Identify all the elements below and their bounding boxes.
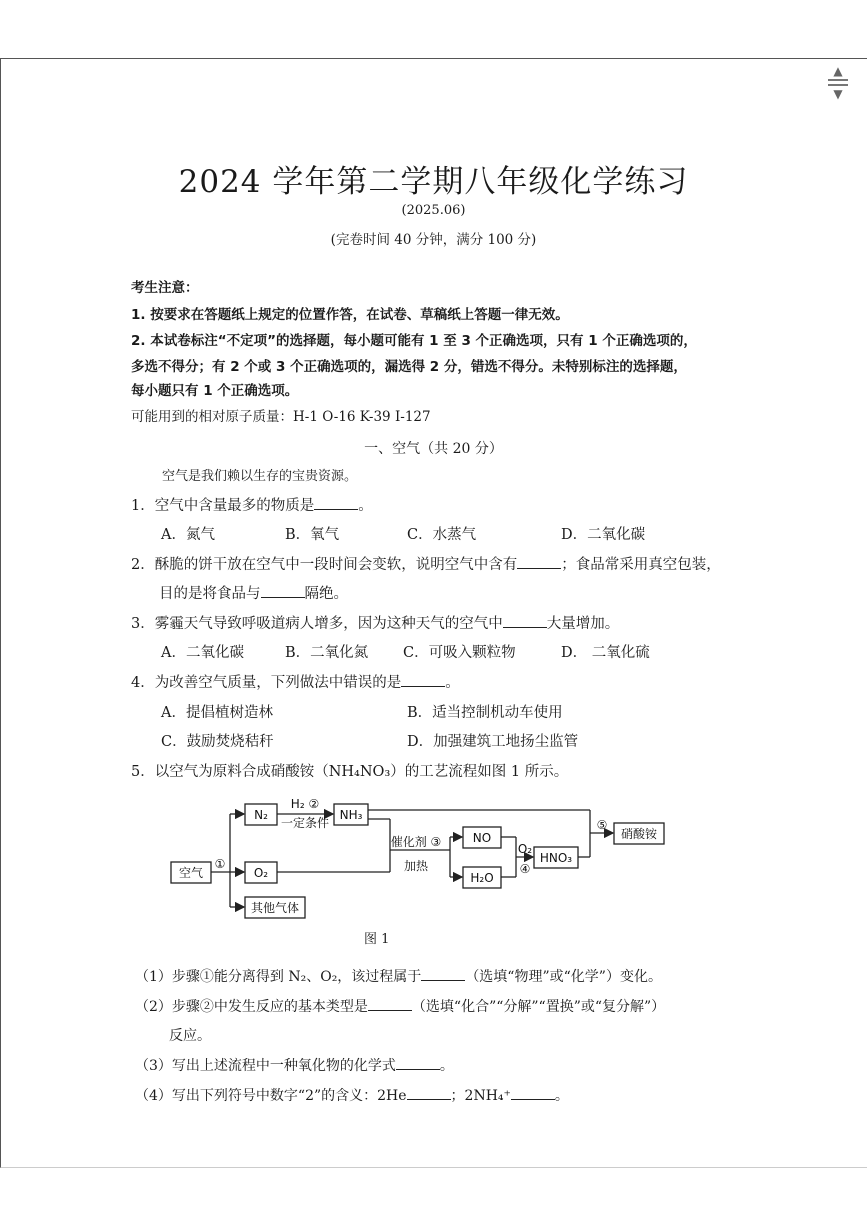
notice-item: 多选不得分；有 2 个或 3 个正确选项的，漏选得 2 分，错选不得分。未特别标注的选择题， — [131, 359, 687, 375]
question-stem-end: 。 — [358, 498, 373, 514]
sub-question-text: ；2NH₄⁺ — [450, 1088, 511, 1104]
triangle-up-icon[interactable]: ▲ — [833, 64, 843, 78]
page-title: 2024 学年第二学期八年级化学练习 — [178, 164, 689, 200]
figure-caption: 图 1 — [364, 932, 390, 947]
answer-blank[interactable] — [517, 554, 561, 569]
sub-question-1 — [135, 966, 662, 986]
answer-blank[interactable] — [314, 495, 358, 510]
answer-blank[interactable] — [368, 996, 412, 1011]
sub-question-3 — [135, 1055, 454, 1075]
sub-question-text: 。 — [554, 1088, 569, 1104]
sub-question-text: （4）写出下列符号中数字“2”的含义：2He — [135, 1088, 407, 1104]
question-stem: 2．酥脆的饼干放在空气中一段时间会变软，说明空气中含有 — [131, 557, 518, 573]
label-step5: ⑤ — [596, 818, 608, 832]
label-heat: 加热 — [403, 859, 429, 873]
sub-question-2-cont: 反应。 — [169, 1028, 211, 1044]
answer-blank[interactable] — [401, 672, 445, 687]
option-d[interactable]: D．加强建筑工地扬尘监管 — [407, 734, 579, 750]
notice-item: 每小题只有 1 个正确选项。 — [131, 383, 299, 399]
sub-question-4 — [135, 1085, 569, 1105]
question-stem: 1．空气中含量最多的物质是 — [131, 498, 315, 514]
sub-question-text: （1）步骤①能分离得到 N₂、O₂，该过程属于 — [135, 969, 422, 985]
question-2 — [131, 553, 721, 574]
scroll-control[interactable] — [827, 66, 849, 108]
option-c[interactable]: C．可吸入颗粒物 — [403, 645, 516, 661]
question-stem-end: 隔绝。 — [304, 586, 348, 602]
label-air: 空气 — [178, 866, 204, 880]
answer-blank[interactable] — [261, 583, 305, 598]
menu-bar-icon — [828, 84, 848, 86]
notice-heading: 考生注意： — [131, 280, 199, 296]
sub-question-text: （3）写出上述流程中一种氧化物的化学式 — [135, 1058, 396, 1074]
process-flow-diagram — [160, 790, 700, 950]
atomic-masses: 可能用到的相对原子质量：H-1 O-16 K-39 I-127 — [131, 409, 431, 425]
label-h2o: H₂O — [470, 871, 494, 885]
sub-question-text: 。 — [439, 1058, 454, 1074]
answer-blank[interactable] — [503, 613, 547, 628]
sub-question-2 — [135, 996, 665, 1016]
option-a[interactable]: A．提倡植树造林 — [161, 705, 273, 721]
label-nh3: NH₃ — [339, 808, 363, 822]
label-h2-step2: H₂ ② — [290, 797, 320, 811]
answer-blank[interactable] — [407, 1085, 451, 1100]
answer-blank[interactable] — [511, 1085, 555, 1100]
option-a[interactable]: A．二氧化碳 — [161, 645, 244, 661]
label-hno3: HNO₃ — [539, 851, 573, 865]
label-o2: O₂ — [253, 866, 269, 880]
question-stem-end: 。 — [445, 675, 460, 691]
section-heading: 一、空气（共 20 分） — [364, 441, 503, 457]
question-1 — [131, 494, 373, 515]
triangle-down-icon[interactable]: ▼ — [833, 87, 843, 101]
question-stem: 目的是将食品与 — [159, 586, 261, 602]
label-no: NO — [472, 831, 492, 845]
option-b[interactable]: B．氧气 — [285, 527, 340, 543]
question-stem-cont: ；食品常采用真空包装， — [561, 557, 721, 573]
notice-item: 1. 按要求在答题纸上规定的位置作答，在试卷、草稿纸上答题一律无效。 — [131, 307, 569, 323]
label-condition: 一定条件 — [280, 816, 330, 830]
sub-question-text: （选填“物理”或“化学”）变化。 — [465, 969, 662, 985]
question-2-line2 — [159, 582, 348, 603]
question-5: 5．以空气为原料合成硝酸铵（NH₄NO₃）的工艺流程如图 1 所示。 — [131, 764, 569, 780]
section-intro: 空气是我们赖以生存的宝贵资源。 — [162, 469, 358, 484]
menu-bar-icon — [828, 79, 848, 81]
option-b[interactable]: B．二氧化氮 — [285, 645, 369, 661]
question-stem: 3．雾霾天气导致呼吸道病人增多，因为这种天气的空气中 — [131, 616, 503, 632]
exam-date: (2025.06) — [401, 203, 466, 218]
label-o2-reagent: O₂ — [517, 842, 533, 856]
label-catalyst: 催化剂 ③ — [390, 835, 442, 849]
label-other-gas: 其他气体 — [250, 901, 300, 915]
option-c[interactable]: C．鼓励焚烧秸秆 — [161, 734, 274, 750]
notice-item: 2. 本试卷标注“不定项”的选择题，每小题可能有 1 至 3 个正确选项，只有 1 个正确选项的， — [131, 333, 697, 349]
option-b[interactable]: B．适当控制机动车使用 — [407, 705, 563, 721]
option-d[interactable]: D． 二氧化硫 — [561, 645, 650, 661]
label-product: 硝酸铵 — [620, 827, 658, 841]
label-step1: ① — [214, 857, 226, 871]
time-note: (完卷时间 40 分钟，满分 100 分) — [330, 232, 537, 248]
question-3 — [131, 612, 619, 633]
label-step4: ④ — [519, 862, 531, 876]
sub-question-text: （选填“化合”“分解”“置换”或“复分解”） — [411, 999, 666, 1015]
sub-question-text: （2）步骤②中发生反应的基本类型是 — [135, 999, 368, 1015]
option-a[interactable]: A．氮气 — [161, 527, 215, 543]
question-4 — [131, 671, 460, 692]
answer-blank[interactable] — [396, 1055, 440, 1070]
question-stem-end: 大量增加。 — [546, 616, 620, 632]
option-d[interactable]: D．二氧化碳 — [561, 527, 646, 543]
answer-blank[interactable] — [421, 966, 465, 981]
option-c[interactable]: C．水蒸气 — [407, 527, 477, 543]
question-stem: 4．为改善空气质量，下列做法中错误的是 — [131, 675, 402, 691]
label-n2: N₂ — [254, 808, 268, 822]
